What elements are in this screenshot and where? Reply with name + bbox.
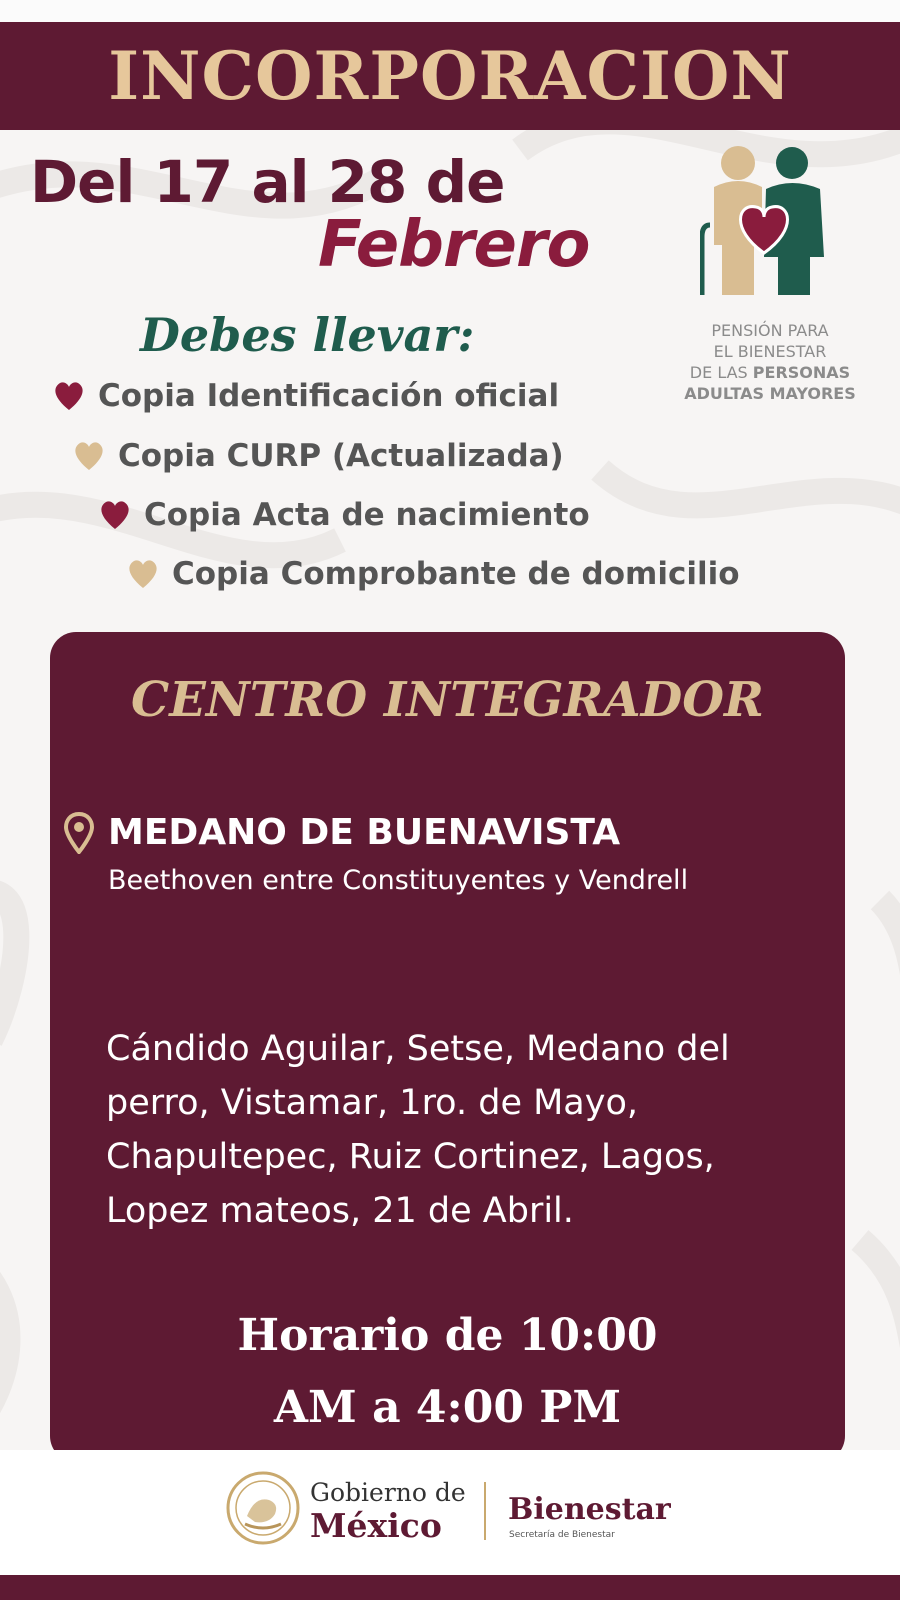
schedule-line2: AM a 4:00 PM: [273, 1382, 622, 1433]
heart-icon: [126, 558, 160, 590]
logo-line3-prefix: DE LAS: [689, 363, 753, 382]
schedule-line1: Horario de 10:00: [237, 1310, 658, 1361]
location-name: MEDANO DE BUENAVISTA: [108, 812, 621, 853]
program-logo-text: [660, 320, 880, 404]
location-address: Beethoven entre Constituyentes y Vendrell: [108, 865, 689, 896]
map-pin-icon: [64, 812, 94, 854]
gov-mexico-line2: México: [310, 1506, 442, 1545]
logo-line4-bold: ADULTAS MAYORES: [684, 384, 856, 403]
requirement-item: [98, 497, 590, 533]
top-strip: [0, 0, 900, 22]
date-range-line1: Del 17 al 28 de: [30, 148, 505, 216]
logo-line4: [660, 383, 880, 404]
ministry-subtitle: Secretaría de Bienestar: [509, 1530, 615, 1540]
heart-icon: [52, 380, 86, 412]
heart-icon: [72, 440, 106, 472]
center-title: CENTRO INTEGRADOR: [131, 672, 764, 728]
gov-mexico-line1: Gobierno de: [310, 1478, 466, 1507]
elderly-couple-heart-icon: [700, 145, 840, 295]
ministry-name: Bienestar: [508, 1492, 671, 1527]
requirement-label: Copia Acta de nacimiento: [144, 497, 590, 533]
footer-divider: [484, 1482, 486, 1540]
schedule: [50, 1300, 845, 1444]
date-range-month: Febrero: [318, 208, 590, 282]
requirement-label: Copia CURP (Actualizada): [118, 438, 564, 474]
logo-line2: EL BIENESTAR: [713, 342, 827, 361]
bottom-bar: [0, 1575, 900, 1600]
requirements-heading: Debes llevar:: [140, 308, 475, 362]
logo-line1: PENSIÓN PARA: [711, 321, 829, 340]
header-banner: [0, 22, 900, 130]
requirement-item: [52, 378, 559, 414]
banner-title: INCORPORACION: [108, 37, 792, 115]
requirement-label: Copia Comprobante de domicilio: [172, 556, 740, 592]
footer: [0, 1450, 900, 1575]
requirement-item: [72, 438, 564, 474]
logo-line3-bold: PERSONAS: [752, 363, 851, 382]
logo-line3: [660, 362, 880, 383]
heart-icon: [98, 499, 132, 531]
mexico-coat-of-arms-icon: [225, 1470, 301, 1546]
requirement-label: Copia Identificación oficial: [98, 378, 560, 414]
center-card: [50, 632, 845, 1462]
colonias-list: Cándido Aguilar, Setse, Medano del perro, Vistamar, 1ro. de Mayo, Chapultepec, Ruiz Cortinez, Lagos, Lopez mateos, 21 de Abril.: [106, 1029, 730, 1231]
requirement-item: [126, 556, 740, 592]
